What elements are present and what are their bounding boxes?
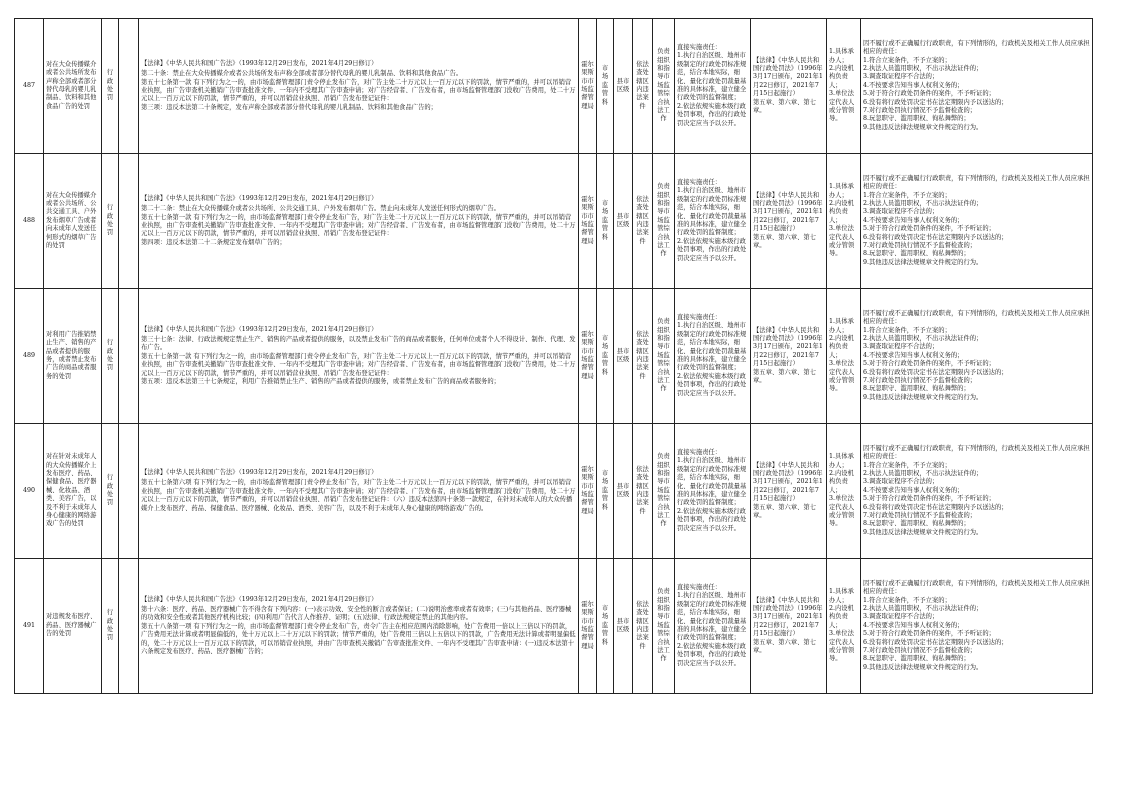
implementation-level: 县市区级 — [614, 154, 633, 289]
implementation-level: 县市区级 — [614, 289, 633, 424]
accountability-law — [751, 559, 827, 694]
responsible-department: 市场监管科 — [597, 559, 614, 694]
row-number: 489 — [15, 289, 44, 424]
duty-line: 1.执行自治区级、地州市级制定的行政处罚标准规范，结合本地实际，细化、量化行政处罚裁量基准的具体标准，建立健全行政处罚的监督制度； — [677, 322, 747, 372]
table-row — [15, 424, 1093, 559]
duty-line: 1.执行自治区级、地州市级制定的行政处罚标准规范，结合本地实际，细化、量化行政处罚裁量基准的具体标准，建立健全行政处罚的监督制度； — [677, 52, 747, 102]
exempt-line: 4.不按要求告知当事人权利义务的； — [863, 621, 964, 629]
exempt-line: 6.没有将行政处罚决定书在法定期限内予以送达的； — [863, 503, 1008, 511]
exempt-line: 6.没有将行政处罚决定书在法定期限内予以送达的； — [863, 98, 1008, 106]
law-line: 【法律】《中华人民共和国行政处罚法》（1996年3月17日颁布，2021年1月22日修订，2021年7月15日起施行） — [753, 326, 823, 368]
table-row — [15, 154, 1093, 289]
enforcement-scope: 依法查处辖区内违法案件 — [633, 19, 653, 154]
table-row — [15, 289, 1093, 424]
exempt-line: 5.对于符合行政处罚条件的案件，不予听证的； — [863, 630, 995, 638]
duty-line: 直接实施责任： — [677, 178, 722, 186]
subj-line: 2.内设机构负责人； — [829, 199, 854, 224]
responsible-subject — [827, 19, 861, 154]
exempt-line: 2.执法人员滥用职权，不出示执法证件的； — [863, 64, 983, 72]
enforcement-scope: 依法查处辖区内违法案件 — [633, 559, 653, 694]
accountability-circumstances — [861, 289, 1093, 424]
department-responsibility: 负责组织和指导市场监管综合执法工作 — [653, 19, 675, 154]
exempt-line: 5.对于符合行政处罚条件的案件，不予听证的； — [863, 360, 995, 368]
department-responsibility: 负责组织和指导市场监管综合执法工作 — [653, 559, 675, 694]
exempt-line: 9.其他违反法律法规规章文件规定的行为。 — [863, 393, 983, 401]
exempt-line: 8.玩忽职守、滥用职权、徇私舞弊的； — [863, 250, 970, 258]
responsible-subject — [827, 424, 861, 559]
exempt-line: 因不履行或不正确履行行政职责，有下列情形的，行政机关及相关工作人员应承担相应的责任： — [863, 579, 1090, 596]
table-row — [15, 559, 1093, 694]
item-name: 对在大众传播媒介或者公共场所发布声称全部或者部分替代母乳的婴儿乳制品、饮料和其他食品广告的处罚 — [44, 19, 102, 154]
implementing-agency: 霍尔果斯市市场监督管理局 — [579, 19, 597, 154]
duty-line: 2.依法依规实施本级行政处罚事项，作出的行政处罚决定应当予以公开。 — [677, 102, 747, 127]
implementing-agency: 霍尔果斯市市场监督管理局 — [579, 154, 597, 289]
power-list-table — [14, 18, 1093, 694]
subj-line: 1.具体承办人； — [829, 48, 854, 64]
item-name: 对利用广告推销禁止生产、销售的产品或者提供的服务，或者禁止发布广告的商品或者服务的处罚 — [44, 289, 102, 424]
subj-line: 1.具体承办人； — [829, 588, 854, 604]
row-number: 487 — [15, 19, 44, 154]
law-line: 第五章、第六章、第七章。 — [753, 368, 816, 385]
duty-line: 2.依法依规实施本级行政处罚事项，作出的行政处罚决定应当予以公开。 — [677, 507, 747, 532]
exempt-line: 9.其他违反法律法规规章文件规定的行为。 — [863, 258, 983, 266]
exempt-line: 3.调查取证程序不合法的； — [863, 208, 939, 216]
row-number: 491 — [15, 559, 44, 694]
blank-cell — [119, 559, 139, 694]
exempt-line: 7.对行政处罚执行情况不予监督检查的； — [863, 647, 977, 655]
exempt-line: 6.没有将行政处罚决定书在法定期限内予以送达的； — [863, 368, 1008, 376]
accountability-law — [751, 424, 827, 559]
accountability-circumstances — [861, 559, 1093, 694]
basis-line: 【法律】《中华人民共和国广告法》（1993年12月29日发布，2021年4月29日修订） — [141, 194, 378, 202]
duty-line: 2.依法依规实施本级行政处罚事项，作出的行政处罚决定应当予以公开。 — [677, 372, 747, 397]
blank-cell — [119, 424, 139, 559]
responsible-subject — [827, 559, 861, 694]
subj-line: 1.具体承办人； — [829, 318, 854, 334]
table-row — [15, 19, 1093, 154]
table-body — [15, 19, 1093, 694]
subj-line: 3.单位法定代表人或分管领导。 — [829, 90, 855, 123]
basis-line: 第五十七条第六项 有下列行为之一的，由市场监督管理部门责令停止发布广告，对广告主处二十万元以上一百万元以下的罚款，情节严重的，并可以吊销营业执照，由广告审查机关撤销广告审查批准文件、一年内不受理其广告审查申请；对广告经营者、广告发布者，由市场监督管理部门没收广告费用，处二十万元以上一百万元以下的罚款，情节严重的，并可以吊销营业执照、吊销广告发布登记证件：（六）违反本法第四十条第一款规定，在针对未成年人的大众传播媒介上发布医疗、药品、保健食品、医疗器械、化妆品、酒类、美容广告，以及不利于未成年人身心健康的网络游戏广告的。 — [141, 479, 576, 512]
duty-description — [675, 19, 751, 154]
exempt-line: 8.玩忽职守、滥用职权、徇私舞弊的； — [863, 520, 970, 528]
basis-line: 【法律】《中华人民共和国广告法》（1993年12月29日发布，2021年4月29日修订） — [141, 595, 378, 603]
law-line: 第五章、第六章、第七章。 — [753, 233, 816, 250]
exempt-line: 2.执法人员滥用职权，不出示执法证件的； — [863, 604, 983, 612]
accountability-law — [751, 19, 827, 154]
exempt-line: 6.没有将行政处罚决定书在法定期限内予以送达的； — [863, 638, 1008, 646]
exempt-line: 3.调查取证程序不合法的； — [863, 613, 939, 621]
responsible-subject — [827, 154, 861, 289]
blank-cell — [119, 19, 139, 154]
basis-line: 第五项：违反本法第三十七条规定，利用广告推销禁止生产、销售的产品或者提供的服务，或者禁止发布广告的商品或者服务的； — [141, 378, 500, 386]
duty-line: 1.执行自治区级、地州市级制定的行政处罚标准规范，结合本地实际，细化、量化行政处罚裁量基准的具体标准，建立健全行政处罚的监督制度； — [677, 592, 747, 642]
exempt-line: 因不履行或不正确履行行政职责，有下列情形的，行政机关及相关工作人员应承担相应的责任： — [863, 39, 1090, 56]
row-number: 488 — [15, 154, 44, 289]
subj-line: 3.单位法定代表人或分管领导。 — [829, 495, 855, 528]
basis-line: 【法律】《中华人民共和国广告法》（1993年12月29日发布，2021年4月29日修订） — [141, 468, 378, 476]
subj-line: 2.内设机构负责人； — [829, 64, 854, 89]
exempt-line: 5.对于符合行政处罚条件的案件，不予听证的； — [863, 90, 995, 98]
implementing-agency: 霍尔果斯市市场监督管理局 — [579, 559, 597, 694]
implementation-level: 县市区级 — [614, 424, 633, 559]
accountability-law — [751, 154, 827, 289]
blank-cell — [119, 154, 139, 289]
basis-line: 第五十七条第一款 有下列行为之一的，由市场监督管理部门责令停止发布广告，对广告主处二十万元以上一百万元以下的罚款，情节严重的，并可以吊销营业执照，由广告审查机关撤销广告审查批准文件、一年内不受理其广告审查申请；对广告经营者、广告发布者，由市场监督管理部门没收广告费用，处二十万元以上一百万元以下的罚款，情节严重的，并可以吊销营业执照、吊销广告发布登记证件： — [141, 352, 576, 377]
department-responsibility: 负责组织和指导市场监管综合执法工作 — [653, 289, 675, 424]
responsible-department: 市场监管科 — [597, 424, 614, 559]
basis-line: 【法律】《中华人民共和国广告法》（1993年12月29日发布，2021年4月29日修订） — [141, 59, 378, 67]
law-line: 【法律】《中华人民共和国行政处罚法》（1996年3月17日颁布，2021年1月22日修订，2021年7月15日起施行） — [753, 191, 823, 233]
item-category: 行政处罚 — [102, 559, 119, 694]
implementing-agency: 霍尔果斯市市场监督管理局 — [579, 289, 597, 424]
basis-line: 第三十七条：法律、行政法规规定禁止生产、销售的产品或者提供的服务，以及禁止发布广告的商品或者服务，任何单位或者个人不得设计、制作、代理、发布广告。 — [141, 335, 576, 352]
law-line: 【法律】《中华人民共和国行政处罚法》（1996年3月17日颁布，2021年1月22日修订，2021年7月15日起施行） — [753, 461, 823, 503]
item-name: 对在针对未成年人的大众传播媒介上发布医疗、药品、保健食品、医疗器械、化妆品、酒类、美容广告，以及不利于未成年人身心健康的网络游戏广告的处罚 — [44, 424, 102, 559]
exempt-line: 6.没有将行政处罚决定书在法定期限内予以送达的； — [863, 233, 1008, 241]
subj-line: 3.单位法定代表人或分管领导。 — [829, 360, 855, 393]
implementing-agency: 霍尔果斯市市场监督管理局 — [579, 424, 597, 559]
law-line: 第五章、第六章、第七章。 — [753, 503, 816, 520]
exempt-line: 4.不按要求告知当事人权利义务的； — [863, 351, 964, 359]
accountability-circumstances — [861, 424, 1093, 559]
basis-line: 第三项：违反本法第二十条规定，发布声称全部或者部分替代母乳的婴儿乳制品、饮料和其他食品广告的； — [141, 103, 437, 111]
legal-basis — [139, 154, 579, 289]
exempt-line: 4.不按要求告知当事人权利义务的； — [863, 216, 964, 224]
exempt-line: 7.对行政处罚执行情况不予监督检查的； — [863, 377, 977, 385]
duty-line: 直接实施责任： — [677, 448, 722, 456]
duty-line: 直接实施责任： — [677, 313, 722, 321]
exempt-line: 1.符合立案条件，不予立案的； — [863, 326, 951, 334]
duty-description — [675, 289, 751, 424]
exempt-line: 1.符合立案条件，不予立案的； — [863, 596, 951, 604]
exempt-line: 因不履行或不正确履行行政职责，有下列情形的，行政机关及相关工作人员应承担相应的责任： — [863, 444, 1090, 461]
enforcement-scope: 依法查处辖区内违法案件 — [633, 289, 653, 424]
exempt-line: 7.对行政处罚执行情况不予监督检查的； — [863, 512, 977, 520]
item-name: 对违规发布医疗、药品、医疗器械广告的处罚 — [44, 559, 102, 694]
legal-basis — [139, 289, 579, 424]
exempt-line: 3.调查取证程序不合法的； — [863, 343, 939, 351]
exempt-line: 3.调查取证程序不合法的； — [863, 73, 939, 81]
law-line: 第五章、第六章、第七章。 — [753, 638, 816, 655]
subj-line: 2.内设机构负责人； — [829, 469, 854, 494]
accountability-circumstances — [861, 154, 1093, 289]
basis-line: 第五十七条第一款 有下列行为之一的，由市场监督管理部门责令停止发布广告，对广告主处二十万元以上一百万元以下的罚款，情节严重的，并可以吊销营业执照，由广告审查机关撤销广告审查批准文件、一年内不受理其广告审查申请；对广告经营者、广告发布者，由市场监督管理部门没收广告费用，处二十万元以上一百万元以下的罚款，情节严重的，并可以吊销营业执照、吊销广告发布登记证件： — [141, 213, 576, 238]
subj-line: 3.单位法定代表人或分管领导。 — [829, 630, 855, 663]
basis-line: 第五十八条第一项 有下列行为之一的，由市场监督管理部门责令停止发布广告，责令广告主在相应范围内消除影响，处广告费用一倍以上三倍以下的罚款，广告费用无法计算或者明显偏低的，处十万元以上二十万元以下的罚款；情节严重的，处广告费用三倍以上五倍以下的罚款，广告费用无法计算或者明显偏低的，处二十万元以上一百万元以下的罚款，可以吊销营业执照，并由广告审查机关撤销广告审查批准文件、一年内不受理其广告审查申请：(一)违反本法第十六条规定发布医疗、药品、医疗器械广告的； — [141, 622, 576, 656]
basis-line: 第二十二条：禁止在大众传播媒介或者公共场所、公共交通工具、户外发布烟草广告。禁止向未成年人发送任何形式的烟草广告。 — [141, 205, 500, 213]
exempt-line: 2.执法人员滥用职权，不出示执法证件的； — [863, 469, 983, 477]
enforcement-scope: 依法查处辖区内违法案件 — [633, 154, 653, 289]
duty-line: 1.执行自治区级、地州市级制定的行政处罚标准规范，结合本地实际，细化、量化行政处罚裁量基准的具体标准，建立健全行政处罚的监督制度； — [677, 187, 747, 237]
duty-line: 2.依法依规实施本级行政处罚事项，作出的行政处罚决定应当予以公开。 — [677, 237, 747, 262]
item-category: 行政处罚 — [102, 424, 119, 559]
exempt-line: 8.玩忽职守、滥用职权、徇私舞弊的； — [863, 115, 970, 123]
accountability-law — [751, 289, 827, 424]
item-category: 行政处罚 — [102, 154, 119, 289]
duty-description — [675, 154, 751, 289]
exempt-line: 3.调查取证程序不合法的； — [863, 478, 939, 486]
item-name: 对在大众传播媒介或者公共场所、公共交通工具、户外发布烟草广告或者向未成年人发送任何形式的烟草广告的处罚 — [44, 154, 102, 289]
law-line: 【法律】《中华人民共和国行政处罚法》（1996年3月17日颁布，2021年1月22日修订，2021年7月15日起施行） — [753, 596, 823, 638]
basis-line: 【法律】《中华人民共和国广告法》（1993年12月29日发布，2021年4月29日修订） — [141, 325, 378, 333]
exempt-line: 8.玩忽职守、滥用职权、徇私舞弊的； — [863, 655, 970, 663]
exempt-line: 4.不按要求告知当事人权利义务的； — [863, 486, 964, 494]
exempt-line: 5.对于符合行政处罚条件的案件，不予听证的； — [863, 225, 995, 233]
responsible-department: 市场监管科 — [597, 154, 614, 289]
duty-description — [675, 424, 751, 559]
duty-line: 直接实施责任： — [677, 43, 722, 51]
exempt-line: 4.不按要求告知当事人权利义务的； — [863, 81, 964, 89]
exempt-line: 9.其他违反法律法规规章文件规定的行为。 — [863, 528, 983, 536]
exempt-line: 5.对于符合行政处罚条件的案件，不予听证的； — [863, 495, 995, 503]
duty-description — [675, 559, 751, 694]
legal-basis — [139, 559, 579, 694]
row-number: 490 — [15, 424, 44, 559]
department-responsibility: 负责组织和指导市场监管综合执法工作 — [653, 424, 675, 559]
legal-basis — [139, 424, 579, 559]
exempt-line: 2.执法人员滥用职权，不出示执法证件的； — [863, 334, 983, 342]
exempt-line: 7.对行政处罚执行情况不予监督检查的； — [863, 242, 977, 250]
exempt-line: 8.玩忽职守、滥用职权、徇私舞弊的； — [863, 385, 970, 393]
exempt-line: 9.其他违反法律法规规章文件规定的行为。 — [863, 663, 983, 671]
law-line: 第五章、第六章、第七章。 — [753, 98, 816, 115]
subj-line: 1.具体承办人； — [829, 183, 854, 199]
basis-line: 第二十条：禁止在大众传播媒介或者公共场所发布声称全部或者部分替代母乳的婴儿乳制品、饮料和其他食品广告。 — [141, 70, 463, 78]
exempt-line: 1.符合立案条件，不予立案的； — [863, 56, 951, 64]
duty-line: 1.执行自治区级、地州市级制定的行政处罚标准规范，结合本地实际，细化、量化行政处罚裁量基准的具体标准，建立健全行政处罚的监督制度； — [677, 457, 747, 507]
subj-line: 3.单位法定代表人或分管领导。 — [829, 225, 855, 258]
subj-line: 1.具体承办人； — [829, 453, 854, 469]
basis-line: 第四项：违反本法第二十二条规定发布烟草广告的； — [141, 238, 286, 246]
responsible-department: 市场监管科 — [597, 289, 614, 424]
duty-line: 直接实施责任： — [677, 583, 722, 591]
department-responsibility: 负责组织和指导市场监管综合执法工作 — [653, 154, 675, 289]
responsible-subject — [827, 289, 861, 424]
exempt-line: 9.其他违反法律法规规章文件规定的行为。 — [863, 123, 983, 131]
legal-basis — [139, 19, 579, 154]
exempt-line: 2.执法人员滥用职权，不出示执法证件的； — [863, 199, 983, 207]
accountability-circumstances — [861, 19, 1093, 154]
subj-line: 2.内设机构负责人； — [829, 334, 854, 359]
blank-cell — [119, 289, 139, 424]
implementation-level: 县市区级 — [614, 559, 633, 694]
exempt-line: 因不履行或不正确履行行政职责，有下列情形的，行政机关及相关工作人员应承担相应的责任： — [863, 174, 1090, 191]
enforcement-scope: 依法查处辖区内违法案件 — [633, 424, 653, 559]
item-category: 行政处罚 — [102, 19, 119, 154]
item-category: 行政处罚 — [102, 289, 119, 424]
exempt-line: 7.对行政处罚执行情况不予监督检查的； — [863, 107, 977, 115]
subj-line: 2.内设机构负责人； — [829, 604, 854, 629]
exempt-line: 因不履行或不正确履行行政职责，有下列情形的，行政机关及相关工作人员应承担相应的责任： — [863, 309, 1090, 326]
duty-line: 2.依法依规实施本级行政处罚事项，作出的行政处罚决定应当予以公开。 — [677, 642, 747, 667]
basis-line: 第十六条：医疗、药品、医疗器械广告不得含有下列内容：(一)表示功效、安全性的断言或者保证；(二)说明治愈率或者有效率；(三)与其他药品、医疗器械的功效和安全性或者其他医疗机构比较；(四)利用广告代言人作推荐、证明；(五)法律、行政法规规定禁止的其他内容。 — [141, 605, 572, 622]
exempt-line: 1.符合立案条件，不予立案的； — [863, 191, 951, 199]
implementation-level: 县市区级 — [614, 19, 633, 154]
responsible-department: 市场监管科 — [597, 19, 614, 154]
law-line: 【法律】《中华人民共和国行政处罚法》（1996年3月17日颁布，2021年1月22日修订，2021年7月15日起施行） — [753, 56, 823, 98]
exempt-line: 1.符合立案条件，不予立案的； — [863, 461, 951, 469]
basis-line: 第五十七条第一款 有下列行为之一的，由市场监督管理部门责令停止发布广告，对广告主处二十万元以上一百万元以下的罚款，情节严重的，并可以吊销营业执照，由广告审查机关撤销广告审查批准文件、一年内不受理其广告审查申请；对广告经营者、广告发布者，由市场监督管理部门没收广告费用，处二十万元以上一百万元以下的罚款，情节严重的，并可以吊销营业执照、吊销广告发布登记证件： — [141, 78, 576, 103]
